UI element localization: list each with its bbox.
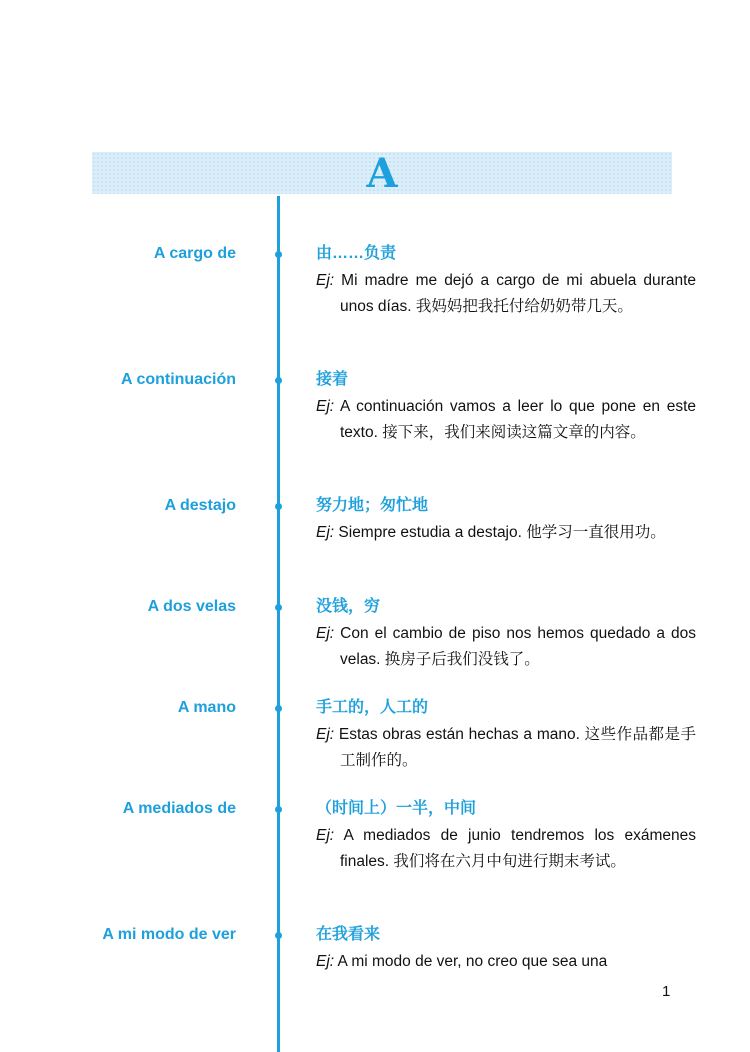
entry-meaning: 在我看来 (316, 926, 381, 943)
bullet-dot (275, 932, 282, 939)
bullet-dot (275, 604, 282, 611)
entry-meaning: 手工的，人工的 (316, 699, 429, 716)
page-number: 1 (662, 983, 671, 1000)
example-text: Con el cambio de piso nos hemos quedado a dos velas. 换房子后我们没钱了。 (340, 625, 696, 668)
bullet-dot (275, 377, 282, 384)
entry-meaning: （时间上）一半，中间 (316, 800, 477, 817)
example-label: Ej: (316, 272, 335, 289)
example-text: Siempre estudia a destajo. 他学习一直很用功。 (338, 524, 666, 541)
entry-term: A dos velas (147, 598, 236, 615)
example-label: Ej: (316, 398, 335, 415)
entry-example (316, 823, 696, 874)
bullet-dot (275, 503, 282, 510)
entry-meaning: 接着 (316, 371, 349, 388)
example-text: A mediados de junio tendremos los exámenes finales. 我们将在六月中旬进行期末考试。 (340, 827, 697, 870)
entry-example (316, 621, 696, 672)
entry-term: A mi modo de ver (102, 926, 236, 943)
entry-example (316, 394, 696, 445)
bullet-dot (275, 251, 282, 258)
entry-example (316, 520, 696, 546)
entry-meaning: 努力地；匆忙地 (316, 497, 429, 514)
example-text: A continuación vamos a leer lo que pone en este texto. 接下来，我们来阅读这篇文章的内容。 (339, 398, 697, 441)
example-label: Ej: (316, 726, 335, 743)
entry-term: A continuación (121, 371, 236, 388)
entry-example (316, 949, 696, 975)
entry-term: A destajo (164, 497, 236, 514)
example-text: Mi madre me dejó a cargo de mi abuela durante unos días. 我妈妈把我托付给奶奶带几天。 (340, 272, 696, 315)
example-label: Ej: (316, 625, 335, 642)
bullet-dot (275, 705, 282, 712)
entry-term: A mano (177, 699, 236, 716)
entry-example (316, 722, 696, 773)
example-text: A mi modo de ver, no creo que sea una (337, 953, 608, 970)
entry-example (316, 268, 696, 319)
bullet-dot (275, 806, 282, 813)
example-label: Ej: (316, 953, 335, 970)
section-letter: A (366, 150, 398, 197)
example-text: Estas obras están hechas a mano. 这些作品都是手工制作的。 (338, 726, 696, 769)
example-label: Ej: (316, 827, 335, 844)
timeline-line (277, 196, 280, 1052)
entry-meaning: 由……负责 (316, 245, 397, 262)
entry-term: A mediados de (122, 800, 236, 817)
section-banner (92, 150, 672, 197)
entry-meaning: 没钱，穷 (316, 598, 381, 615)
entry-term: A cargo de (153, 245, 236, 262)
example-label: Ej: (316, 524, 335, 541)
